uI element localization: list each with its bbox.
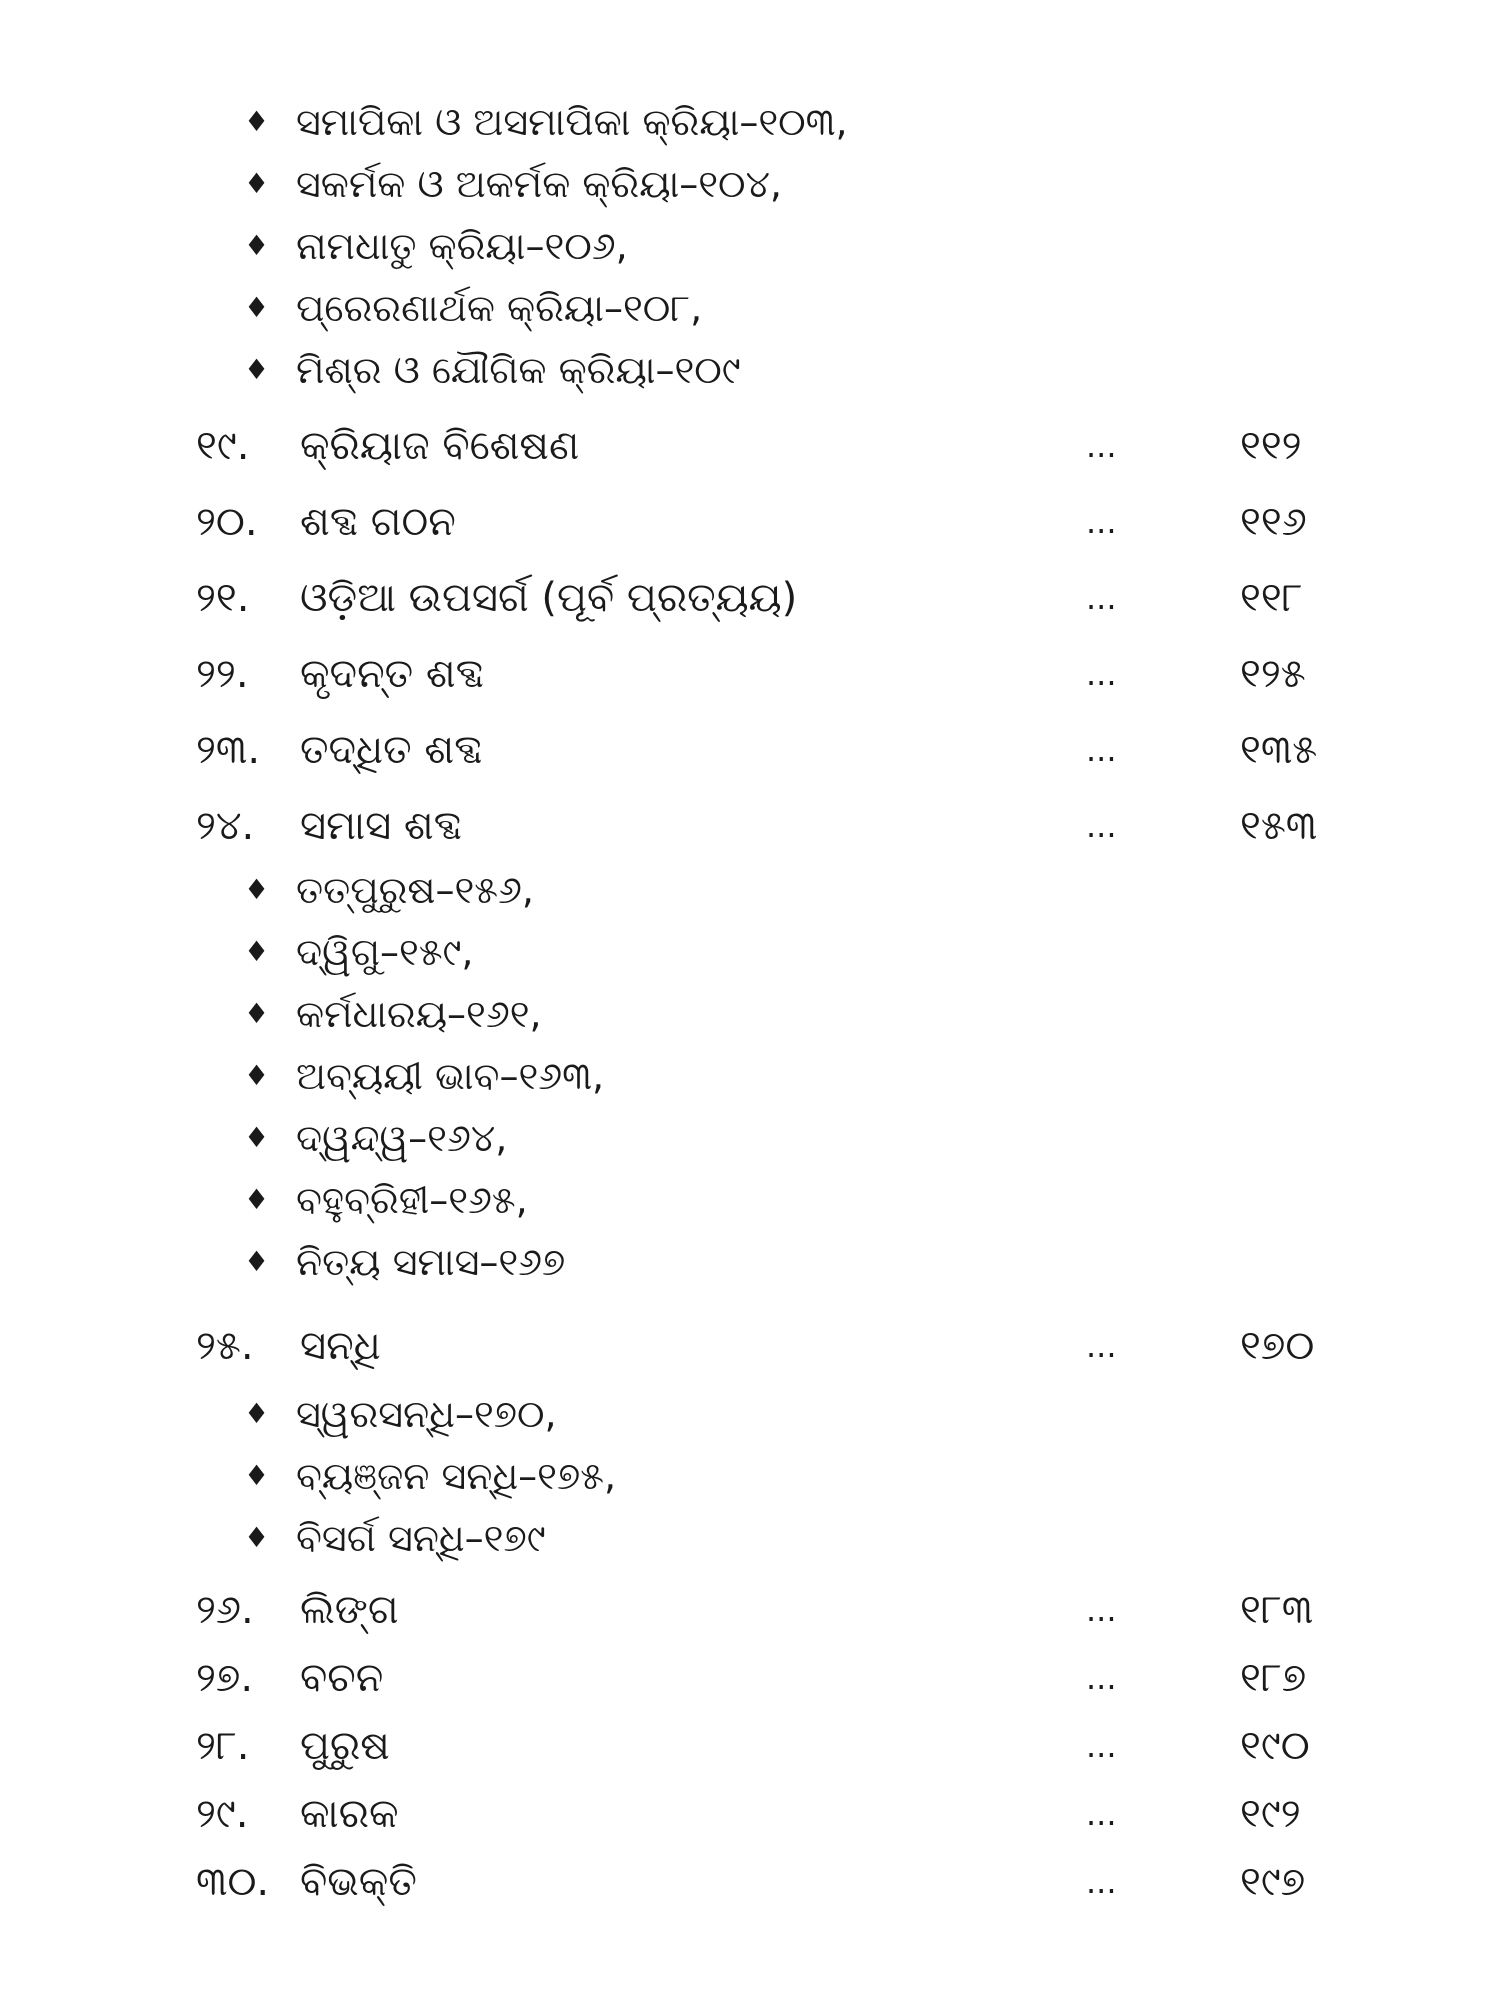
chapter-title: ଲିଙ୍ଗ xyxy=(300,1587,399,1633)
subentry-text: ମିଶ୍ର ଓ ଯୌଗିକ କ୍ରିୟା–୧୦୯ xyxy=(296,348,741,392)
chapter-title: କ୍ରିୟାଜ ବିଶେଷଣ xyxy=(300,423,580,469)
toc-subentry xyxy=(0,922,1500,982)
leader-dots: ... xyxy=(1086,807,1117,845)
page-number: ୧୮୭ xyxy=(1240,1655,1307,1701)
toc-subentry xyxy=(0,216,1500,276)
diamond-bullet-icon: ♦ xyxy=(244,105,270,138)
chapter-number: ୨୪. xyxy=(196,803,255,849)
toc-subentry xyxy=(0,92,1500,152)
page-number: ୧୧୮ xyxy=(1240,575,1303,621)
page-number: ୧୫୩ xyxy=(1240,803,1318,849)
toc-entry xyxy=(0,1580,1500,1640)
subentry-text: ଅବ୍ୟୟୀ ଭାବ–୧୬୩, xyxy=(296,1054,605,1098)
chapter-number: ୨୭. xyxy=(196,1655,254,1701)
subentry-text: ନିତ୍ୟ ସମାସ–୧୬୭ xyxy=(296,1240,566,1284)
chapter-number: ୨୬. xyxy=(196,1587,254,1633)
subentry-text: କର୍ମଧାରୟ–୧୬୧, xyxy=(296,992,542,1036)
toc-subentry xyxy=(0,1108,1500,1168)
subentry-text: ବହୁବ୍ରିହୀ–୧୬୫, xyxy=(296,1178,528,1222)
chapter-title: ସମାସ ଶବ୍ଦ xyxy=(300,803,462,849)
leader-dots: ... xyxy=(1086,427,1117,465)
leader-dots: ... xyxy=(1086,1727,1117,1765)
leader-dots: ... xyxy=(1086,1327,1117,1365)
leader-dots: ... xyxy=(1086,655,1117,693)
diamond-bullet-icon: ♦ xyxy=(244,229,270,262)
toc-entry xyxy=(0,568,1500,628)
toc-entry xyxy=(0,1784,1500,1844)
page-number: ୧୯୭ xyxy=(1240,1859,1306,1905)
page-number: ୧୯୨ xyxy=(1240,1791,1301,1837)
toc-entry xyxy=(0,1852,1500,1912)
page-number: ୧୭୦ xyxy=(1240,1323,1315,1369)
subentry-text: ପ୍ରେରଣାର୍ଥକ କ୍ରିୟା–୧୦୮, xyxy=(296,286,703,330)
leader-dots: ... xyxy=(1086,1795,1117,1833)
leader-dots: ... xyxy=(1086,579,1117,617)
page-number: ୧୧୨ xyxy=(1240,423,1302,469)
toc-subentry xyxy=(0,340,1500,400)
chapter-number: ୨୧. xyxy=(196,575,250,621)
diamond-bullet-icon: ♦ xyxy=(244,1521,270,1554)
page-number: ୧୩୫ xyxy=(1240,727,1318,773)
toc-subentry xyxy=(0,278,1500,338)
chapter-number: ୨୩. xyxy=(196,727,261,773)
toc-subentry xyxy=(0,1232,1500,1292)
toc-subentry xyxy=(0,860,1500,920)
toc-subentry xyxy=(0,1384,1500,1444)
diamond-bullet-icon: ♦ xyxy=(244,1245,270,1278)
toc-entry xyxy=(0,1716,1500,1776)
toc-entry xyxy=(0,492,1500,552)
toc-entry xyxy=(0,796,1500,856)
chapter-title: ଶବ୍ଦ ଗଠନ xyxy=(300,499,456,545)
chapter-title: ତଦ୍ଧିତ ଶବ୍ଦ xyxy=(300,727,483,773)
diamond-bullet-icon: ♦ xyxy=(244,873,270,906)
toc-entry xyxy=(0,720,1500,780)
chapter-number: ୨୨. xyxy=(196,651,249,697)
chapter-title: କାରକ xyxy=(300,1791,399,1837)
diamond-bullet-icon: ♦ xyxy=(244,167,270,200)
diamond-bullet-icon: ♦ xyxy=(244,935,270,968)
page-number: ୧୨୫ xyxy=(1240,651,1306,697)
toc-subentry xyxy=(0,1046,1500,1106)
toc-subentry xyxy=(0,1508,1500,1568)
chapter-number: ୨୫. xyxy=(196,1323,254,1369)
toc-subentry xyxy=(0,154,1500,214)
subentry-text: ବିସର୍ଗ ସନ୍ଧି–୧୭୯ xyxy=(296,1516,546,1560)
diamond-bullet-icon: ♦ xyxy=(244,1397,270,1430)
chapter-title: ବଚନ xyxy=(300,1655,384,1701)
subentry-text: ତତ୍‌ପୁରୁଷ–୧୫୬, xyxy=(296,868,534,912)
leader-dots: ... xyxy=(1086,731,1117,769)
subentry-text: ସମାପିକା ଓ ଅସମାପିକା କ୍ରିୟା–୧୦୩, xyxy=(296,100,848,144)
chapter-number: ୨୯. xyxy=(196,1791,249,1837)
chapter-title: ସନ୍ଧି xyxy=(300,1323,381,1369)
subentry-text: ସ୍ୱରସନ୍ଧି–୧୭୦, xyxy=(296,1392,557,1436)
chapter-title: ପୁରୁଷ xyxy=(300,1723,390,1769)
toc-entry xyxy=(0,1648,1500,1708)
toc-subentry xyxy=(0,1170,1500,1230)
toc-subentry xyxy=(0,1446,1500,1506)
chapter-number: ୨୮. xyxy=(196,1723,250,1769)
chapter-number: ୨୦. xyxy=(196,499,258,545)
page-number: ୧୯୦ xyxy=(1240,1723,1310,1769)
page-number: ୧୮୩ xyxy=(1240,1587,1314,1633)
chapter-title: ଓଡ଼ିଆ ଉପସର୍ଗ (ପୂର୍ବ ପ୍ରତ୍ୟୟ) xyxy=(300,575,798,621)
toc-subentry xyxy=(0,984,1500,1044)
page-number: ୧୧୬ xyxy=(1240,499,1307,545)
toc-entry xyxy=(0,644,1500,704)
chapter-title: କୃଦନ୍ତ ଶବ୍ଦ xyxy=(300,651,484,697)
diamond-bullet-icon: ♦ xyxy=(244,1459,270,1492)
diamond-bullet-icon: ♦ xyxy=(244,1059,270,1092)
toc-entry xyxy=(0,1316,1500,1376)
diamond-bullet-icon: ♦ xyxy=(244,997,270,1030)
subentry-text: ଦ୍ୱିଗୁ–୧୫୯, xyxy=(296,930,474,974)
diamond-bullet-icon: ♦ xyxy=(244,353,270,386)
diamond-bullet-icon: ♦ xyxy=(244,1121,270,1154)
subentry-text: ବ୍ୟଞ୍ଜନ ସନ୍ଧି–୧୭୫, xyxy=(296,1454,617,1498)
leader-dots: ... xyxy=(1086,1863,1117,1901)
diamond-bullet-icon: ♦ xyxy=(244,291,270,324)
subentry-text: ନାମଧାତୁ କ୍ରିୟା–୧୦୬, xyxy=(296,224,628,268)
chapter-number: ୩୦. xyxy=(196,1859,270,1905)
diamond-bullet-icon: ♦ xyxy=(244,1183,270,1216)
chapter-number: ୧୯. xyxy=(196,423,250,469)
leader-dots: ... xyxy=(1086,503,1117,541)
toc-entry xyxy=(0,416,1500,476)
subentry-text: ଦ୍ୱନ୍ଦ୍ୱ–୧୬୪, xyxy=(296,1116,508,1160)
leader-dots: ... xyxy=(1086,1591,1117,1629)
chapter-title: ବିଭକ୍ତି xyxy=(300,1859,417,1905)
subentry-text: ସକର୍ମକ ଓ ଅକର୍ମକ କ୍ରିୟା–୧୦୪, xyxy=(296,162,783,206)
leader-dots: ... xyxy=(1086,1659,1117,1697)
